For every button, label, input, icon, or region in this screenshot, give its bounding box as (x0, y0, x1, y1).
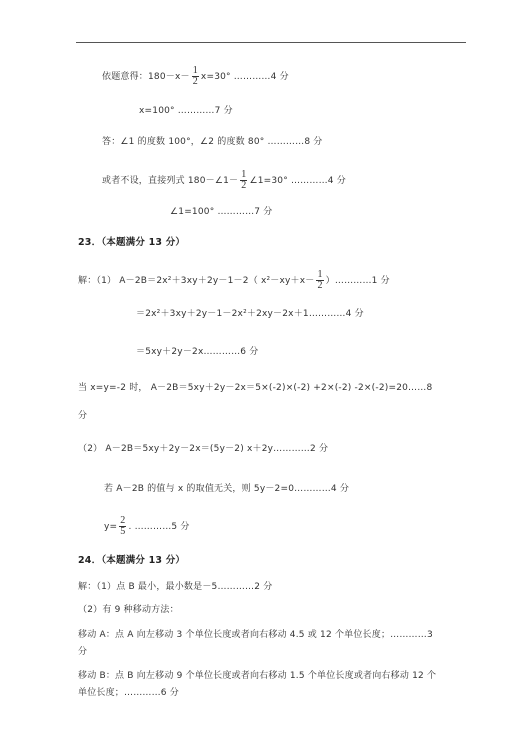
p23-step1-tail: ）…………1 分 (325, 276, 390, 286)
p22-answer-line: 答：∠1 的度数 100°，∠2 的度数 80° …………8 分 (102, 137, 323, 147)
p22-alt-head: 或者不设，直接列式 180－∠1－ (102, 176, 239, 186)
fraction: $\frac{1}{2}$ (241, 169, 247, 191)
p22-solution-line: x=100° …………7 分 (139, 106, 233, 116)
p24-move-a-wrap: 分 (78, 647, 88, 657)
p23-step3: ＝5xy＋2y－2x…………6 分 (136, 347, 259, 357)
p23-heading: 23．（本题满分 13 分） (78, 237, 186, 248)
p23-result-tail: . …………5 分 (128, 522, 190, 532)
p24-heading: 24．（本题满分 13 分） (78, 555, 186, 566)
p23-step4-wrap: 分 (78, 411, 88, 421)
p24-part1: 解：（1）点 B 最小，最小数是－5…………2 分 (78, 582, 273, 592)
p23-step1 (78, 270, 390, 291)
p22-equation-line (102, 66, 289, 87)
p22-equation-tail: x=30° …………4 分 (200, 72, 289, 82)
p22-alt-solution-line: ∠1=100° …………7 分 (170, 207, 273, 217)
page-top-rule (76, 42, 466, 43)
fraction: $\frac{1}{2}$ (192, 65, 198, 87)
p23-result-head: y= (104, 522, 118, 532)
p24-move-b: 移动 B：点 B 向左移动 9 个单位长度或者向右移动 1.5 个单位长度或者向右移动 12 个 (78, 671, 437, 681)
p24-move-a: 移动 A：点 A 向左移动 3 个单位长度或者向右移动 4.5 或 12 个单位长度；…………3 (78, 630, 433, 640)
p22-alt-equation-line (102, 170, 346, 191)
fraction: $\frac{1}{2}$ (317, 269, 323, 291)
p22-equation-head: 依题意得：180－x－ (102, 72, 190, 82)
p24-move-b-wrap: 单位长度；…………6 分 (78, 688, 179, 698)
fraction: $\frac{2}{5}$ (120, 515, 126, 537)
p23-part2-line: （2） A－2B＝5xy＋2y－2x＝(5y－2) x＋2y…………2 分 (78, 444, 329, 454)
p23-step2: ＝2x²＋3xy＋2y－1－2x²＋2xy－2x＋1…………4 分 (136, 309, 364, 319)
p23-step4: 当 x=y=-2 时， A－2B＝5xy＋2y－2x＝5×(-2)×(-2) +2×(-2) -2×(-2)=20……8 (78, 383, 433, 393)
p24-part2-intro: （2）有 9 种移动方法： (78, 605, 179, 615)
p23-part2-result (104, 516, 190, 537)
p23-part2-condition: 若 A－2B 的值与 x 的取值无关，则 5y－2=0…………4 分 (104, 484, 350, 494)
p22-alt-tail: ∠1=30° …………4 分 (249, 176, 346, 186)
p23-step1-head: 解：（1） A－2B＝2x²＋3xy＋2y－1－2（ x²－xy＋x－ (78, 276, 315, 286)
